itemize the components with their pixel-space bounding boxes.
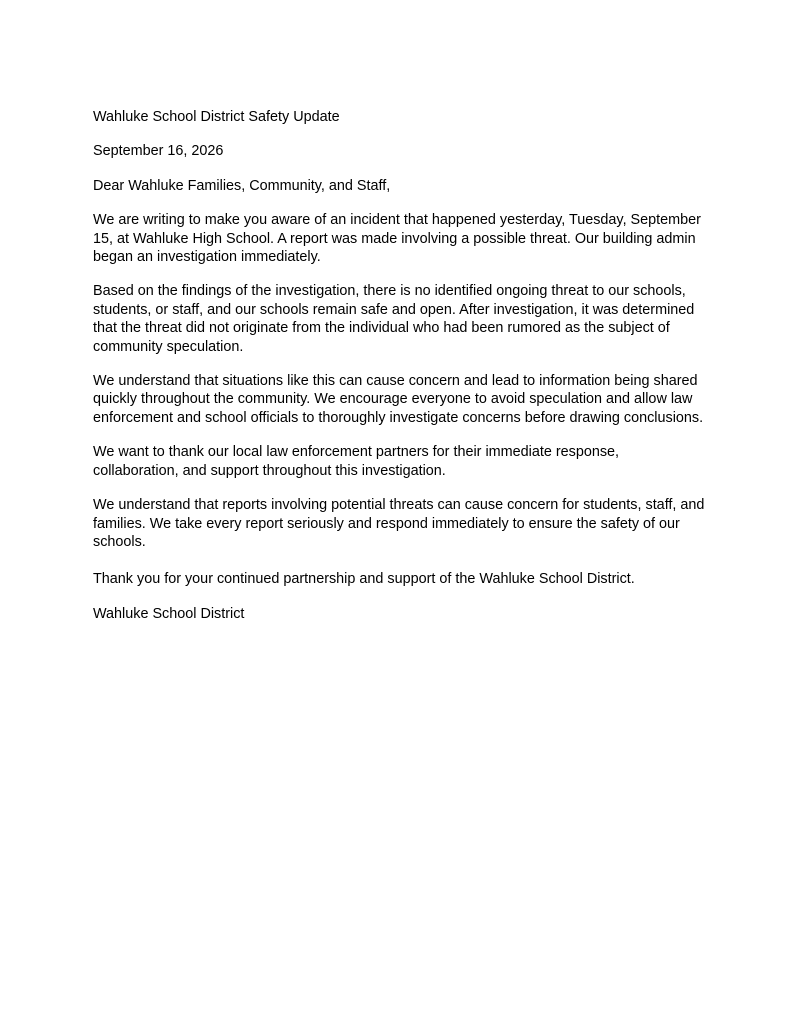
paragraph-incident: We are writing to make you aware of an incident that happened yesterday, Tuesday, September 15, at Wahluke High School. A report was made involving a possible threat. Our building admin began an investigation immediately. <box>93 212 701 266</box>
letter-greeting: Dear Wahluke Families, Community, and Staff, <box>93 177 391 194</box>
paragraph-thanks-law-enforcement: We want to thank our local law enforcement partners for their immediate response, collaboration, and support throughout this investigation. <box>93 444 620 479</box>
paragraph-findings: Based on the findings of the investigation, there is no identified ongoing threat to our schools, students, or staff, and our schools remain safe and open. After investigation, it was determined that the threat did not originate from the individual who had been rumored as the subject of community speculation. <box>93 283 695 355</box>
letter-date: September 16, 2026 <box>93 143 224 160</box>
letter-signature: Wahluke School District <box>93 605 245 622</box>
paragraph-closing: Thank you for your continued partnership and support of the Wahluke School District. <box>93 571 635 588</box>
paragraph-safety: We understand that reports involving potential threats can cause concern for students, staff, and families. We take every report seriously and respond immediately to ensure the safety of our schools. <box>93 497 705 550</box>
letter-title: Wahluke School District Safety Update <box>93 109 340 125</box>
paragraph-concern: We understand that situations like this can cause concern and lead to information being shared quickly throughout the community. We encourage everyone to avoid speculation and allow law enforcement and school officials to thoroughly investigate concerns before drawing conclusions. <box>93 373 704 426</box>
letter-body <box>93 108 705 639</box>
